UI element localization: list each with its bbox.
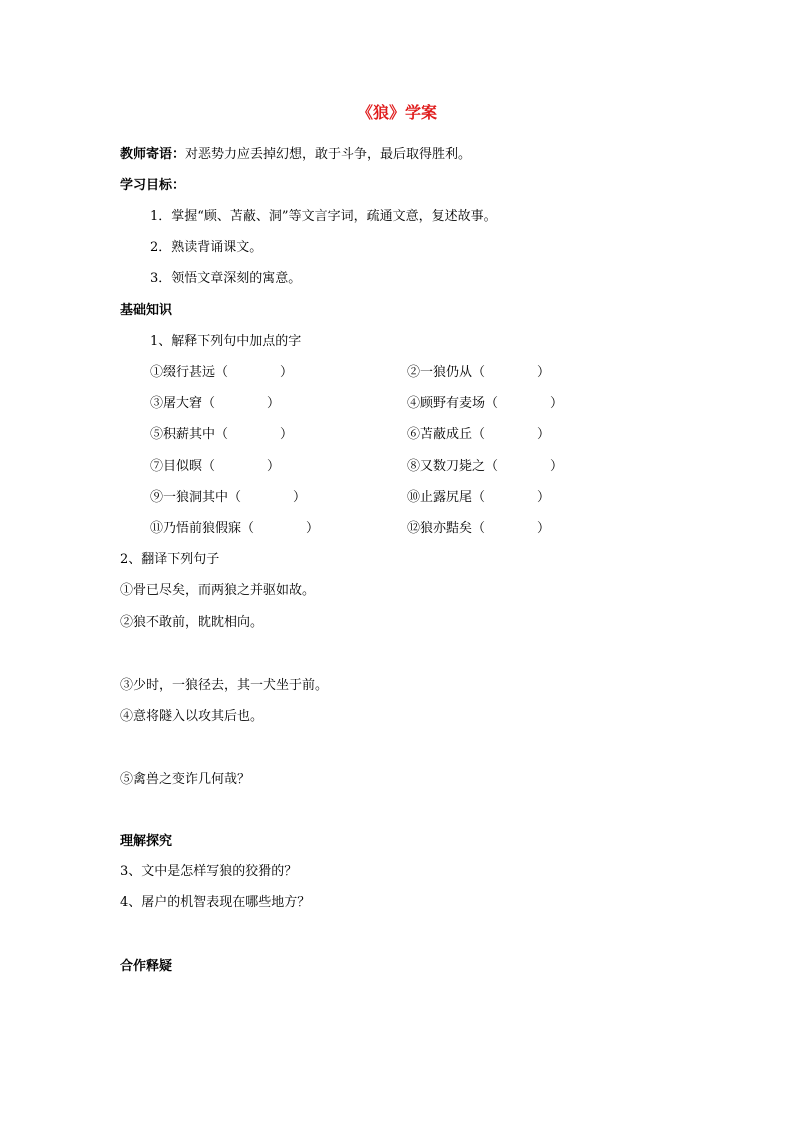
teacher-note-label: 教师寄语： <box>120 147 186 162</box>
sentence-item: ①骨已尽矣，而两狼之并驱如故。 <box>120 583 316 598</box>
teacher-note <box>120 146 471 164</box>
understanding-heading: 理解探究 <box>120 834 173 849</box>
question-4: 4、屠户的机智表现在哪些地方？ <box>120 895 311 910</box>
sentence-item: ⑤禽兽之变诈几何哉？ <box>120 772 251 787</box>
page-title: 《狼》学案 <box>356 103 437 122</box>
teacher-note-text: 对恶势力应丢掉幻想，敢于斗争，最后取得胜利。 <box>185 147 472 162</box>
word-item: ⑧又数刀毙之（ ） <box>407 459 564 474</box>
cooperation-heading: 合作释疑 <box>120 959 173 974</box>
objective-item: 3．领悟文章深刻的寓意。 <box>150 271 302 286</box>
word-item: ⑤积薪其中（ ） <box>150 427 294 442</box>
word-item: ⑥苫蔽成丘（ ） <box>407 427 551 442</box>
objective-item: 2．熟读背诵课文。 <box>150 240 263 255</box>
sentence-item: ④意将隧入以攻其后也。 <box>120 709 264 724</box>
sentence-item: ③少时，一狼径去，其一犬坐于前。 <box>120 678 329 693</box>
basics-heading: 基础知识 <box>120 303 173 318</box>
word-item: ⑫狼亦黠矣（ ） <box>407 521 551 536</box>
word-item: ⑪乃悟前狼假寐（ ） <box>150 521 320 536</box>
question-1: 1、解释下列句中加点的字 <box>150 334 302 349</box>
word-item: ⑨一狼洞其中（ ） <box>150 490 307 505</box>
word-item: ③屠大窘（ ） <box>150 396 281 411</box>
word-item: ⑩止露尻尾（ ） <box>407 490 551 505</box>
question-3: 3、文中是怎样写狼的狡猾的？ <box>120 864 298 879</box>
word-item: ②一狼仍从（ ） <box>407 365 551 380</box>
sentence-item: ②狼不敢前，眈眈相向。 <box>120 615 264 630</box>
objectives-heading: 学习目标： <box>120 178 186 193</box>
word-item: ①缀行甚远（ ） <box>150 365 294 380</box>
objective-item: 1．掌握“顾、苫蔽、洞”等文言字词，疏通文意，复述故事。 <box>150 209 497 224</box>
question-2: 2、翻译下列句子 <box>120 552 220 567</box>
word-item: ⑦目似暝（ ） <box>150 459 281 474</box>
word-item: ④顾野有麦场（ ） <box>407 396 564 411</box>
